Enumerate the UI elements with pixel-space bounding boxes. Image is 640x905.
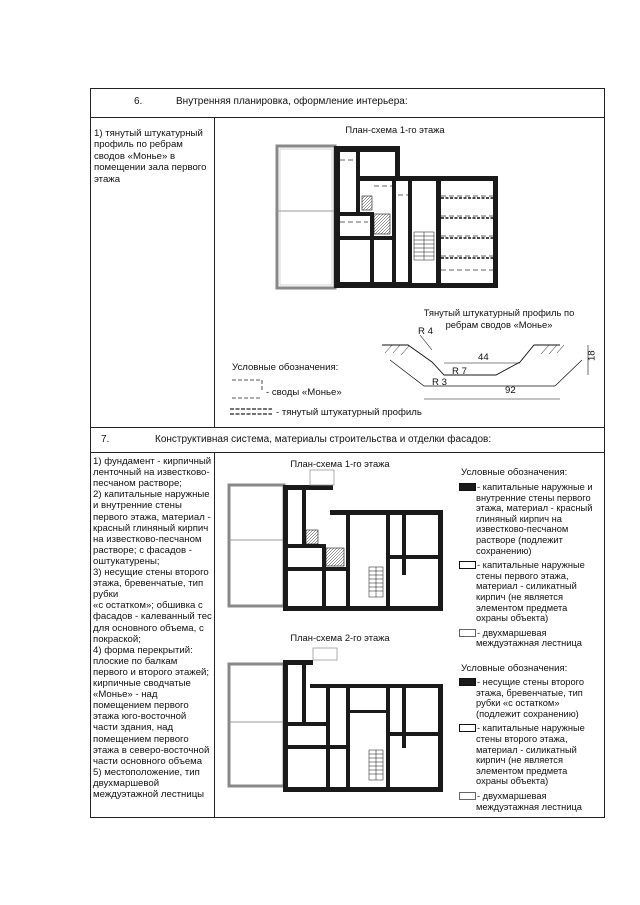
section6-description: 1) тянутый штукатурный профиль по ребрам сводов «Монье» в помещении зала первого этажа (94, 128, 207, 185)
section7-description-line: междуэтажной лестницы (93, 789, 205, 800)
section7-description-line: этажа, бревенчатые, тип (93, 578, 204, 590)
legend1-title: Условные обозначения: (461, 467, 568, 478)
section7-description-line: этажа в северо-восточной (93, 744, 210, 756)
legend-item-text: - несущие стены второго (477, 677, 585, 687)
legend-item-text: известково-песчаном (476, 524, 569, 535)
plan-6-floor1 (277, 146, 498, 288)
legend-item-text: элементом предмета (476, 602, 568, 613)
legend-item-text: охраны объекта) (476, 613, 549, 624)
section7-description-line: 2) капитальные наружные (93, 489, 210, 501)
section7-description-line: плоские по балкам (93, 655, 178, 667)
legend-item-text: - двухмаршевая (477, 791, 547, 801)
section7-description-line: рубки (93, 589, 119, 601)
section7-description-line: кирпичные сводчатые (93, 678, 191, 689)
dim-r7: R 7 (452, 366, 467, 377)
section7-description-line: части здания, над (93, 722, 174, 734)
section7-description-line: этажа юго-восточной (93, 711, 187, 723)
section7-description-line: «с остатком»; обшивка с (93, 600, 203, 612)
section6-title: Внутренняя планировка, оформление интерьера: (176, 96, 408, 107)
profile-caption: ребрам сводов «Монье» (445, 319, 553, 330)
section6-number: 6. (134, 96, 143, 107)
section7-description-line: и внутренние стены (93, 500, 182, 512)
dim-18: 18 (586, 350, 598, 362)
section7-description-line: покраской; (93, 633, 141, 645)
section7-description-line: 5) местоположение, тип (93, 766, 200, 778)
legend6-swatches (230, 380, 272, 414)
plan2-caption: План-схема 2-го этажа (290, 632, 390, 643)
plan-7-floor1 (229, 470, 443, 611)
legend-item-text: междуэтажная лестница (476, 638, 582, 649)
legend-item-text: стены второго этажа, (476, 734, 568, 744)
section7-description-line: красный глиняный кирпич (93, 522, 209, 534)
section7-description-line: первого этажа, материал - (93, 511, 211, 523)
legend-item-text: кирпич (не является (476, 592, 563, 602)
dim-92: 92 (505, 385, 516, 396)
legend-item-text: внутренние стены первого (476, 492, 591, 503)
legend-item-text: - капитальные наружные (477, 723, 585, 734)
legend-item-text: кирпич (не является (476, 755, 563, 766)
section7-title: Конструктивная система, материалы строительства и отделки фасадов: (155, 434, 492, 445)
section7-description-line: 1) фундамент - кирпичный (93, 456, 212, 467)
section7-description-line: фасадов - калеванный тес (93, 611, 212, 623)
section7-description-line: на известково-песчаном (93, 533, 202, 545)
legend-item-text: этажа, материал - красный (476, 503, 593, 514)
section7-description-line: помещением первого (93, 700, 189, 712)
section7-description-line: помещением первого (93, 733, 189, 745)
legend-item-text: - капитальные наружные (477, 560, 585, 571)
section7-description-line: растворе; с фасадов - (93, 544, 192, 556)
legend-item-text: - двухмаршевая (477, 627, 547, 638)
legend-item-text: этажа, бревенчатые, тип (476, 687, 583, 698)
section7-number: 7. (101, 434, 110, 445)
legend-profile-label: - тянутый штукатурный профиль (276, 407, 422, 418)
section7-description-line: песчаном растворе; (93, 478, 182, 490)
section7-description-line: первого и второго этажей; (93, 666, 210, 678)
legend-item-text: стены первого этажа, (476, 570, 569, 581)
legend2-title: Условные обозначения: (461, 663, 568, 674)
legend-item-text: охраны объекта) (476, 776, 549, 787)
plan1-caption: План-схема 1-го этажа (290, 458, 390, 469)
dim-r4: R 4 (418, 326, 433, 337)
section7-description-line: для основного объема, с (93, 622, 204, 634)
legend-item-text: междуэтажная лестница (476, 801, 582, 812)
legend-item-text: материал - силикатный (476, 744, 577, 755)
legend-item-text: глиняный кирпич на (476, 513, 562, 524)
section7-description-line: «Монье» - над (93, 689, 158, 701)
legend-title: Условные обозначения: (232, 362, 339, 373)
legend-item-text: - капитальные наружные и (477, 482, 593, 492)
legend-item-text: материал - силикатный (476, 581, 577, 592)
profile-drawing (382, 335, 588, 399)
plan-7-floor2 (229, 648, 443, 792)
section7-description-line: части основного объема (93, 755, 203, 767)
legend-item-text: растворе (подлежит (476, 535, 563, 545)
plan-caption: План-схема 1-го этажа (345, 124, 445, 135)
section7-description-line: 4) форма перекрытий: (93, 644, 193, 656)
section7-description-line: двухмаршевой (93, 777, 160, 789)
legend-item-text: (подлежит сохранению) (476, 708, 579, 719)
legend-item-text: элементом предмета (476, 765, 568, 776)
dim-44: 44 (478, 352, 489, 363)
section7-description-line: ленточный на известково- (93, 467, 210, 479)
legend-vaults-label: - своды «Монье» (266, 387, 342, 398)
section7-description-line: оштукатурены; (93, 555, 160, 567)
section7-description-line: 3) несущие стены второго (93, 567, 209, 578)
profile-caption: Тянутый штукатурный профиль по (423, 307, 575, 318)
legend-item-text: сохранению) (476, 545, 532, 556)
legend-item-text: рубки «с остатком» (476, 698, 560, 709)
dim-r3: R 3 (432, 377, 447, 388)
